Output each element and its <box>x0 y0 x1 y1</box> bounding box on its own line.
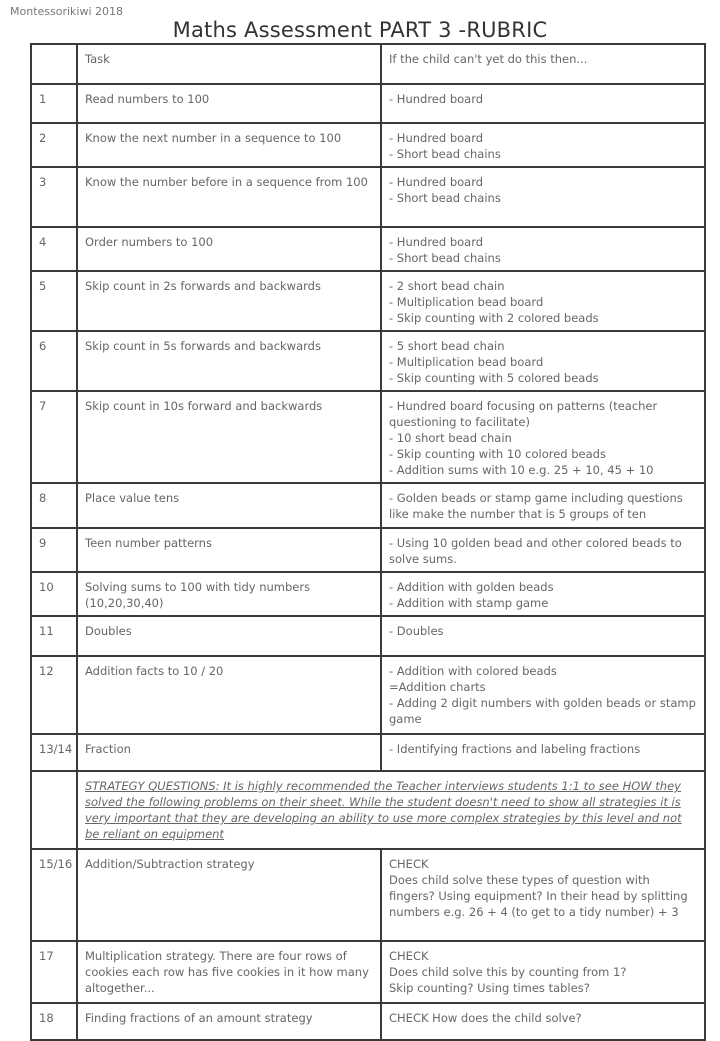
row-number: 18 <box>31 1003 77 1040</box>
row-task: Skip count in 2s forwards and backwards <box>77 271 381 331</box>
row-help <box>381 1003 705 1040</box>
table-row <box>31 227 705 271</box>
row-number: 6 <box>31 331 77 391</box>
table-row <box>31 123 705 167</box>
help-line: - Adding 2 digit numbers with golden beads or stamp game <box>389 696 696 726</box>
row-help <box>381 123 705 167</box>
row-task: Know the number before in a sequence from 100 <box>77 167 381 227</box>
row-help <box>381 227 705 271</box>
help-line: - Multiplication bead board <box>389 355 544 369</box>
table-row <box>31 528 705 572</box>
help-line: - Hundred board <box>389 92 484 106</box>
row-task: Skip count in 5s forwards and backwards <box>77 331 381 391</box>
row-task: Know the next number in a sequence to 100 <box>77 123 381 167</box>
help-line: - 2 short bead chain <box>389 279 505 293</box>
row-help <box>381 616 705 656</box>
row-task: Fraction <box>77 734 381 771</box>
help-line: - Addition with golden beads <box>389 580 554 594</box>
row-number: 7 <box>31 391 77 483</box>
help-line: Skip counting? Using times tables? <box>389 981 590 995</box>
row-number: 13/14 <box>31 734 77 771</box>
help-line: =Addition charts <box>389 680 486 694</box>
row-number: 4 <box>31 227 77 271</box>
help-line: - Golden beads or stamp game including questions like make the number that is 5 groups of ten <box>389 491 683 521</box>
help-line: CHECK How does the child solve? <box>389 1011 582 1025</box>
row-task: Order numbers to 100 <box>77 227 381 271</box>
row-help <box>381 656 705 734</box>
help-line: - Hundred board <box>389 235 484 249</box>
rubric-table <box>30 43 706 1041</box>
table-row <box>31 656 705 734</box>
row-number: 12 <box>31 656 77 734</box>
row-task: Addition facts to 10 / 20 <box>77 656 381 734</box>
watermark: Montessorikiwi 2018 <box>10 5 124 18</box>
row-help <box>381 734 705 771</box>
table-row <box>31 849 705 941</box>
table-row <box>31 1003 705 1040</box>
header-row <box>31 44 705 84</box>
row-task: Finding fractions of an amount strategy <box>77 1003 381 1040</box>
row-help <box>381 271 705 331</box>
row-help <box>381 849 705 941</box>
table-row <box>31 616 705 656</box>
table-row <box>31 84 705 123</box>
strategy-note: STRATEGY QUESTIONS: It is highly recommended the Teacher interviews students 1:1 to see HOW they solved the following problems on their sheet. While the student doesn't need to show all strategies it is very important that they are developing an ability to use more complex strategies by this level and not be reliant on equipment <box>77 771 705 849</box>
help-line: - Hundred board <box>389 175 484 189</box>
row-number: 5 <box>31 271 77 331</box>
strategy-row <box>31 771 705 849</box>
row-help <box>381 391 705 483</box>
row-number: 15/16 <box>31 849 77 941</box>
row-number: 17 <box>31 941 77 1003</box>
table-row <box>31 734 705 771</box>
help-line: - Hundred board <box>389 131 484 145</box>
help-line: - Using 10 golden bead and other colored beads to solve sums. <box>389 536 682 566</box>
row-task: Teen number patterns <box>77 528 381 572</box>
table-row <box>31 167 705 227</box>
row-help <box>381 167 705 227</box>
help-line: - Addition with colored beads <box>389 664 557 678</box>
header-num <box>31 44 77 84</box>
help-line: CHECK <box>389 949 429 963</box>
table-row <box>31 331 705 391</box>
help-line: - Hundred board focusing on patterns (teacher questioning to facilitate) <box>389 399 658 429</box>
help-line: - Multiplication bead board <box>389 295 544 309</box>
row-task: Skip count in 10s forward and backwards <box>77 391 381 483</box>
row-number: 8 <box>31 483 77 528</box>
help-line: - Skip counting with 5 colored beads <box>389 371 599 385</box>
page-title: Maths Assessment PART 3 -RUBRIC <box>172 18 548 42</box>
row-help <box>381 941 705 1003</box>
help-line: - Addition sums with 10 e.g. 25 + 10, 45 + 10 <box>389 463 654 477</box>
help-line: - Skip counting with 2 colored beads <box>389 311 599 325</box>
row-number: 2 <box>31 123 77 167</box>
row-number: 10 <box>31 572 77 616</box>
table-row <box>31 391 705 483</box>
help-line: - 5 short bead chain <box>389 339 505 353</box>
header-help: If the child can't yet do this then... <box>381 44 705 84</box>
table-row <box>31 572 705 616</box>
row-task: Place value tens <box>77 483 381 528</box>
row-number: 11 <box>31 616 77 656</box>
help-line: - Short bead chains <box>389 191 501 205</box>
row-task: Multiplication strategy. There are four rows of cookies each row has five cookies in it how many altogether... <box>77 941 381 1003</box>
row-number: 1 <box>31 84 77 123</box>
row-help <box>381 483 705 528</box>
row-help <box>381 84 705 123</box>
row-help <box>381 572 705 616</box>
help-line: - Short bead chains <box>389 251 501 265</box>
table-row <box>31 941 705 1003</box>
help-line: - Skip counting with 10 colored beads <box>389 447 606 461</box>
help-line: - Addition with stamp game <box>389 596 549 610</box>
help-line: Does child solve these types of question with fingers? Using equipment? In their head by splitting numbers e.g. 26 + 4 (to get to a tidy number) + 3 <box>389 873 688 919</box>
help-line: CHECK <box>389 857 429 871</box>
header-task: Task <box>77 44 381 84</box>
row-number: 9 <box>31 528 77 572</box>
help-line: - 10 short bead chain <box>389 431 512 445</box>
help-line: Does child solve this by counting from 1? <box>389 965 627 979</box>
row-task: Solving sums to 100 with tidy numbers (10,20,30,40) <box>77 572 381 616</box>
row-help <box>381 528 705 572</box>
strategy-num-cell <box>31 771 77 849</box>
table-row <box>31 483 705 528</box>
table-row <box>31 271 705 331</box>
row-number: 3 <box>31 167 77 227</box>
row-task: Doubles <box>77 616 381 656</box>
row-help <box>381 331 705 391</box>
help-line: - Short bead chains <box>389 147 501 161</box>
row-task: Read numbers to 100 <box>77 84 381 123</box>
help-line: - Identifying fractions and labeling fractions <box>389 742 641 756</box>
help-line: - Doubles <box>389 624 444 638</box>
row-task: Addition/Subtraction strategy <box>77 849 381 941</box>
